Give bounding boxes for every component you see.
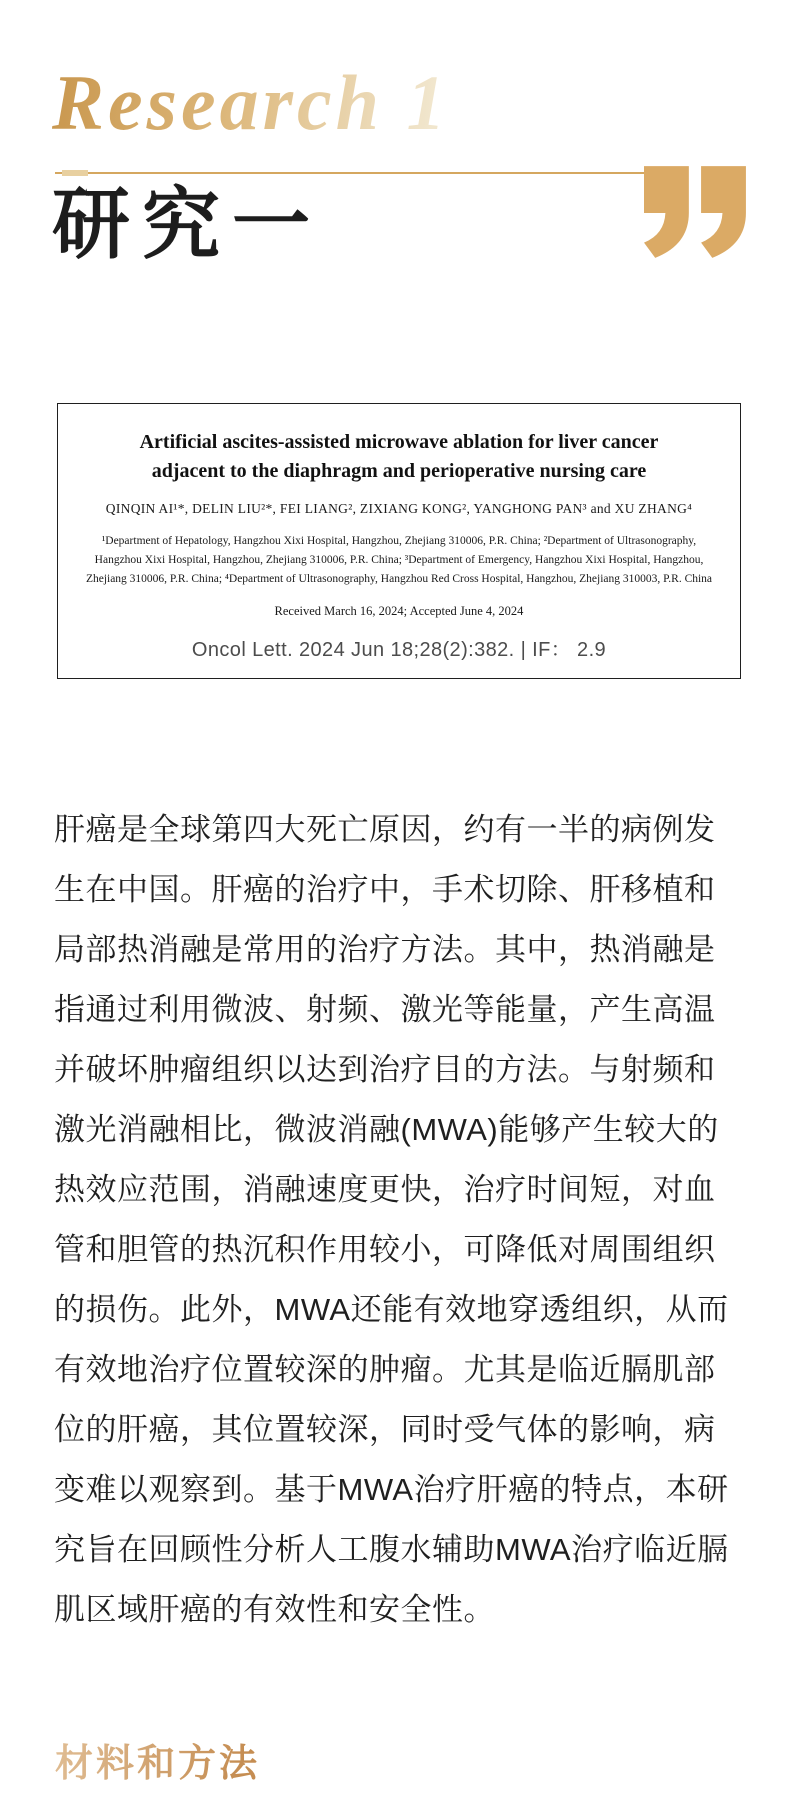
body-text-line: 激光消融相比，微波消融(MWA)能够产生较大的 — [54, 1112, 719, 1147]
body-text-line: 究旨在回顾性分析人工腹水辅助MWA治疗临近膈 — [54, 1532, 729, 1567]
body-text-line: 的损伤。此外，MWA还能有效地穿透组织，从而 — [54, 1292, 729, 1327]
body-text-line: 指通过利用微波、射频、激光等能量，产生高温 — [54, 992, 716, 1027]
paper-affiliation-line: Zhejiang 310006, P.R. China; ⁴Department of Ultrasonography, Hangzhou Red Cross Hospital, Hangzhou, Zhejiang 310003, P.R. China — [85, 573, 713, 585]
paper-affiliation-line: Hangzhou Xixi Hospital, Hangzhou, Zhejiang 310006, P.R. China; ³Department of Emergency, Hangzhou Xixi Hospital, Hangzhou, — [94, 554, 704, 566]
paper-affiliation-line: ¹Department of Hepatology, Hangzhou Xixi Hospital, Hangzhou, Zhejiang 310006, P.R. China; ²Department of Ultrasonography, — [101, 535, 697, 547]
body-text-line: 并破坏肿瘤组织以达到治疗目的方法。与射频和 — [54, 1052, 716, 1087]
body-text-line: 肌区域肝癌的有效性和安全性。 — [54, 1592, 495, 1627]
research-series-title: Research 1 — [52, 59, 450, 146]
body-text-line: 热效应范围，消融速度更快，治疗时间短，对血 — [54, 1172, 716, 1207]
methods-section-heading: 材料和方法 — [55, 1732, 260, 1787]
paper-authors: QINQIN AI¹*, DELIN LIU²*, FEI LIANG², ZIXIANG KONG², YANGHONG PAN³ and XU ZHANG⁴ — [105, 501, 693, 516]
paper-affiliations — [58, 532, 740, 589]
body-text-line: 有效地治疗位置较深的肿瘤。尤其是临近膈肌部 — [54, 1352, 716, 1387]
body-text-line: 肝癌是全球第四大死亡原因，约有一半的病例发 — [54, 812, 716, 847]
body-text-line: 局部热消融是常用的治疗方法。其中，热消融是 — [54, 932, 716, 967]
body-text-line: 位的肝癌，其位置较深，同时受气体的影响，病 — [54, 1412, 716, 1447]
journal-citation: Oncol Lett. 2024 Jun 18;28(2):382. | IF： 2.9 — [191, 639, 607, 661]
body-text-line: 变难以观察到。基于MWA治疗肝癌的特点，本研 — [54, 1472, 729, 1507]
body-text-line: 管和胆管的热沉积作用较小，可降低对周围组织 — [54, 1232, 716, 1267]
body-paragraph — [54, 800, 748, 1640]
quote-close-icon — [644, 166, 750, 258]
section-title-cn: 研究一 — [52, 181, 323, 268]
body-text-line: 生在中国。肝癌的治疗中，手术切除、肝移植和 — [54, 872, 716, 907]
paper-dates: Received March 16, 2024; Accepted June 4, 2024 — [274, 604, 524, 618]
paper-title-line: adjacent to the diaphragm and perioperative nursing care — [151, 460, 647, 482]
paper-citation-card — [57, 403, 741, 679]
paper-title-line: Artificial ascites-assisted microwave ablation for liver cancer — [139, 431, 659, 453]
gold-divider — [55, 172, 647, 174]
